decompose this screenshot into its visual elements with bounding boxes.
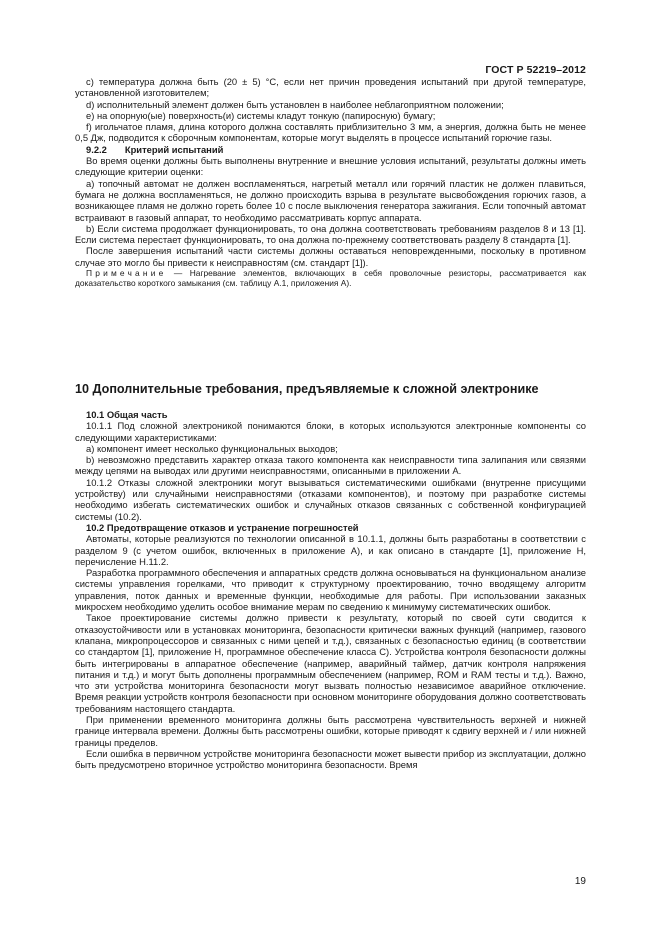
paragraph: a) топочный автомат не должен воспламеняться, нагретый металл или горячий пластик не должен плавиться, бумага не должна воспламеняться, не должно происходить взрыва в результате высвобождения горючих газов, а возникающее пламя не должно гореть более 10 с после выключения генератора зажигания. Если топочный автомат встраивают в газовый аппарат, то необходимо рассматривать корпус аппарата. [75, 177, 586, 223]
note [75, 268, 586, 288]
page-number: 19 [574, 876, 586, 887]
note-label: Примечание [86, 268, 167, 279]
paragraph: После завершения испытаний части системы должны оставаться неповрежденными, поскольку в противном случае это могло бы привести к неисправностям (см. стандарт [1]). [75, 245, 586, 268]
paragraph: c) температура должна быть (20 ± 5) °C, если нет причин проведения испытаний при другой температуре, установленной изготовителем; [75, 76, 586, 99]
paragraph: Такое проектирование системы должно привести к результату, который по своей сути сводится к отказоустойчивости или в установках мониторинга, безопасности критически важных функций (например, газового клапана, микропроцессоров и связанных с ними цепей и т.д.), связанных с безопасностью единиц (в соответствии со стандартом [1], приложение Н, программное обеспечение класса С). Устройства контроля безопасности должны быть интегрированы в аппаратное обеспечение (например, аварийный таймер, датчик контроля напряжения питания и т.д.) и могут быть дополнены программным обеспечением (например, ROM и RAM тесты и т.д.). Важно, что эти устройства мониторинга безопасности могут вызвать полностью независимое аварийное отключение. Время реакции устройств контроля безопасности при основном мониторинге оборудования должно соответствовать требованиям настоящего стандарта. [75, 612, 586, 714]
subsection-heading-9-2-2: 9.2.2 Критерий испытаний [86, 143, 224, 155]
paragraph: b) Если система продолжает функционировать, то она должна соответствовать требованиям разделов 8 и 13 [1]. Если система перестает функционировать, то она должна по-прежнему соответствовать разделу 8 стандарта [1]. [75, 222, 586, 246]
paragraph: b) невозможно представить характер отказа такого компонента как неисправности типа залипания или связями между цепями на выводах или другими неисправностями, описанными в приложении А. [75, 454, 586, 477]
section-10-heading-block [75, 382, 586, 397]
paragraph: Автоматы, которые реализуются по технологии описанной в 10.1.1, должны быть разработаны в соответствии с разделом 9 (с учетом ошибок, включенных в приложение А), и как описано в стандарте [1], приложение Н, перечисление Н.11.2. [75, 533, 586, 567]
paragraph: Во время оценки должны быть выполнены внутренние и внешние условия испытаний, результаты должны иметь следующие критерии оценки: [75, 155, 586, 178]
paragraph: 10.1.2 Отказы сложной электроники могут вызываться систематическими ошибками (внутренне присущими устройству) или случайными неисправностями (отказами компонентов), и поэтому при разработке системы необходимо избегать систематических ошибок и случайных отказов связанных с собственной конфигурацией системы (10.2). [75, 476, 586, 522]
paragraph: 10.1.1 Под сложной электроникой понимаются блоки, в которых используются электронные компоненты со следующими характеристиками: [75, 420, 586, 443]
subsection-heading-10-1: 10.1 Общая часть [86, 409, 168, 420]
text-block-2 [75, 409, 586, 771]
document-code: ГОСТ Р 52219–2012 [485, 64, 586, 76]
paragraph: Разработка программного обеспечения и аппаратных средств должна основываться на функциональном анализе системы управления горелками, что приводит к структурному проектированию, точно вводящему алгоритм управления, поток данных и временные функции, необходимые для работы. При использовании заказных микросхем необходимо уделить особое внимание мерам по сведению к минимуму систематических ошибок. [75, 567, 586, 613]
paragraph: e) на опорную(ые) поверхность(и) системы кладут тонкую (папиросную) бумагу; [86, 109, 436, 121]
paragraph: a) компонент имеет несколько функциональных выходов; [86, 442, 338, 454]
subsection-heading-10-2: 10.2 Предотвращение отказов и устранение погрешностей [86, 521, 359, 533]
text-block-1 [75, 76, 586, 288]
section-heading-10: 10 Дополнительные требования, предъявляемые к сложной электронике [75, 382, 539, 396]
note-text: — Нагревание элементов, включающих в себя проволочные резисторы, рассматривается как доказательство короткого замыкания (см. таблицу А.1, приложения А). [75, 268, 586, 289]
paragraph: При применении временного мониторинга должны быть рассмотрена чувствительность верхней и нижней границе интервала времени. Должны быть рассмотрены ошибки, которые приводят к сдвигу верхней и / или нижней границы пределов. [75, 714, 586, 748]
paragraph: Если ошибка в первичном устройстве мониторинга безопасности может вывести прибор из эксплуатации, должно быть предусмотрено вторичное устройство мониторинга безопасности. Время [75, 747, 586, 771]
paragraph: d) исполнительный элемент должен быть установлен в наиболее неблагоприятном положении; [86, 98, 504, 110]
paragraph: f) игольчатое пламя, длина которого должна составлять приблизительно 3 мм, а энергия, должна быть не менее 0,5 Дж, подводится к сборочным компонентам, которые могут выделять в процессе испытаний горючие газы. [75, 121, 586, 144]
